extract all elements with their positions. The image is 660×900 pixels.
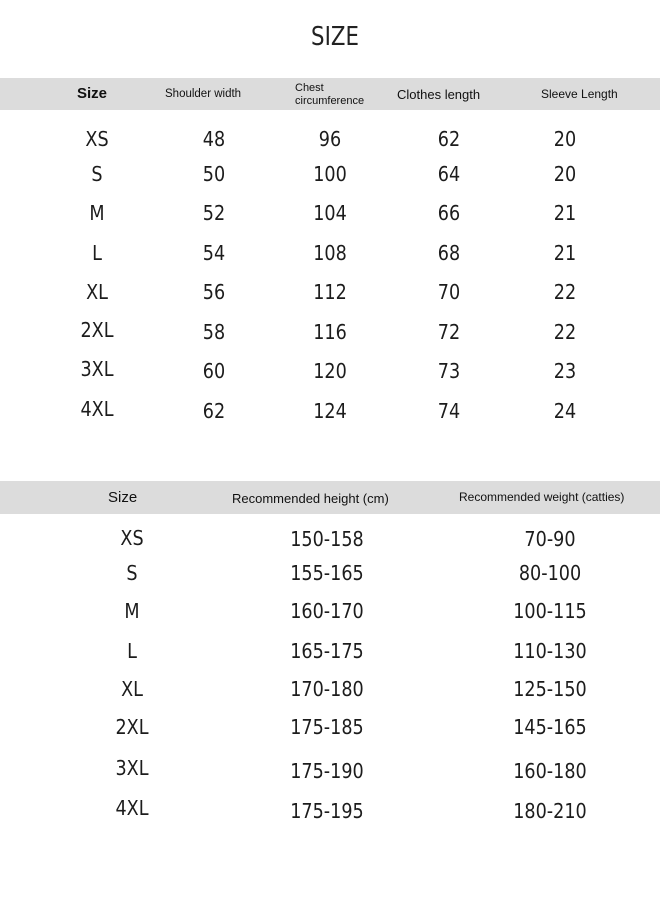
- table2-header-weight: Recommended weight (catties): [459, 490, 625, 504]
- table2-size: M: [124, 599, 140, 623]
- table1-sleeve: 24: [553, 399, 577, 423]
- table2-weight: 70-90: [524, 527, 576, 551]
- table2-size: 2XL: [115, 715, 149, 739]
- table1-chest: 124: [313, 399, 347, 423]
- table1-length: 68: [437, 241, 461, 265]
- table1-chest: 100: [313, 162, 347, 186]
- table1-size: M: [89, 201, 105, 225]
- table2-size: 3XL: [115, 756, 149, 780]
- table1-length: 70: [437, 280, 461, 304]
- table2-size: XL: [121, 677, 143, 701]
- table1-length: 66: [437, 201, 461, 225]
- table1-chest: 96: [318, 127, 342, 151]
- table1-size: 3XL: [80, 357, 114, 381]
- table1-header-chest-line1: Chest: [295, 82, 324, 94]
- table1-header-length: Clothes length: [397, 87, 481, 102]
- table2-height: 165-175: [290, 639, 364, 663]
- table2-size: S: [126, 561, 138, 585]
- table2-size: 4XL: [115, 796, 149, 820]
- table1-chest: 112: [313, 280, 347, 304]
- table2-weight: 180-210: [513, 799, 587, 823]
- table1-sleeve: 20: [553, 127, 577, 151]
- table1-length: 73: [437, 359, 461, 383]
- table1-shoulder: 54: [202, 241, 226, 265]
- table1-shoulder: 50: [202, 162, 226, 186]
- table2-height: 175-185: [290, 715, 364, 739]
- table2-size: XS: [120, 526, 144, 550]
- table1-header-chest-line2: circumference: [295, 95, 365, 107]
- table1-shoulder: 48: [202, 127, 226, 151]
- table2-weight: 80-100: [518, 561, 582, 585]
- table1-size: 4XL: [80, 397, 114, 421]
- table1-shoulder: 56: [202, 280, 226, 304]
- table1-size: L: [92, 241, 102, 265]
- table2-header-size: Size: [108, 489, 138, 506]
- table1-chest: 120: [313, 359, 347, 383]
- table2-header-height: Recommended height (cm): [232, 491, 389, 506]
- table1-size: XS: [85, 127, 109, 151]
- table2-height: 175-195: [290, 799, 364, 823]
- table1-length: 64: [437, 162, 461, 186]
- table1-sleeve: 22: [553, 320, 577, 344]
- table1-header-shoulder: Shoulder width: [165, 88, 242, 100]
- table2-weight: 125-150: [513, 677, 587, 701]
- table1-sleeve: 23: [553, 359, 577, 383]
- table1-chest: 116: [313, 320, 347, 344]
- table1-header-sleeve: Sleeve Length: [541, 87, 618, 101]
- table1-shoulder: 58: [202, 320, 226, 344]
- table1-sleeve: 20: [553, 162, 577, 186]
- table1-sleeve: 22: [553, 280, 577, 304]
- table1-sleeve: 21: [553, 241, 577, 265]
- table1-sleeve: 21: [553, 201, 577, 225]
- table2-weight: 145-165: [513, 715, 587, 739]
- table2-weight: 160-180: [513, 759, 587, 783]
- table1-size: XL: [86, 280, 108, 304]
- page-title: SIZE: [311, 22, 359, 52]
- table2-height: 155-165: [290, 561, 364, 585]
- table2-height: 175-190: [290, 759, 364, 783]
- table1-length: 74: [437, 399, 461, 423]
- table1-chest: 104: [313, 201, 347, 225]
- table1-shoulder: 52: [202, 201, 226, 225]
- table1-size: S: [91, 162, 103, 186]
- table2-height: 170-180: [290, 677, 364, 701]
- table2-weight: 110-130: [513, 639, 587, 663]
- table2-size: L: [127, 639, 137, 663]
- table1-length: 72: [437, 320, 461, 344]
- table1-shoulder: 62: [202, 399, 226, 423]
- table1-length: 62: [437, 127, 461, 151]
- table2-height: 150-158: [290, 527, 364, 551]
- table1-chest: 108: [313, 241, 347, 265]
- table1-size: 2XL: [80, 318, 114, 342]
- table1-header-size: Size: [77, 85, 108, 102]
- table2-height: 160-170: [290, 599, 364, 623]
- table2-weight: 100-115: [513, 599, 587, 623]
- table1-shoulder: 60: [202, 359, 226, 383]
